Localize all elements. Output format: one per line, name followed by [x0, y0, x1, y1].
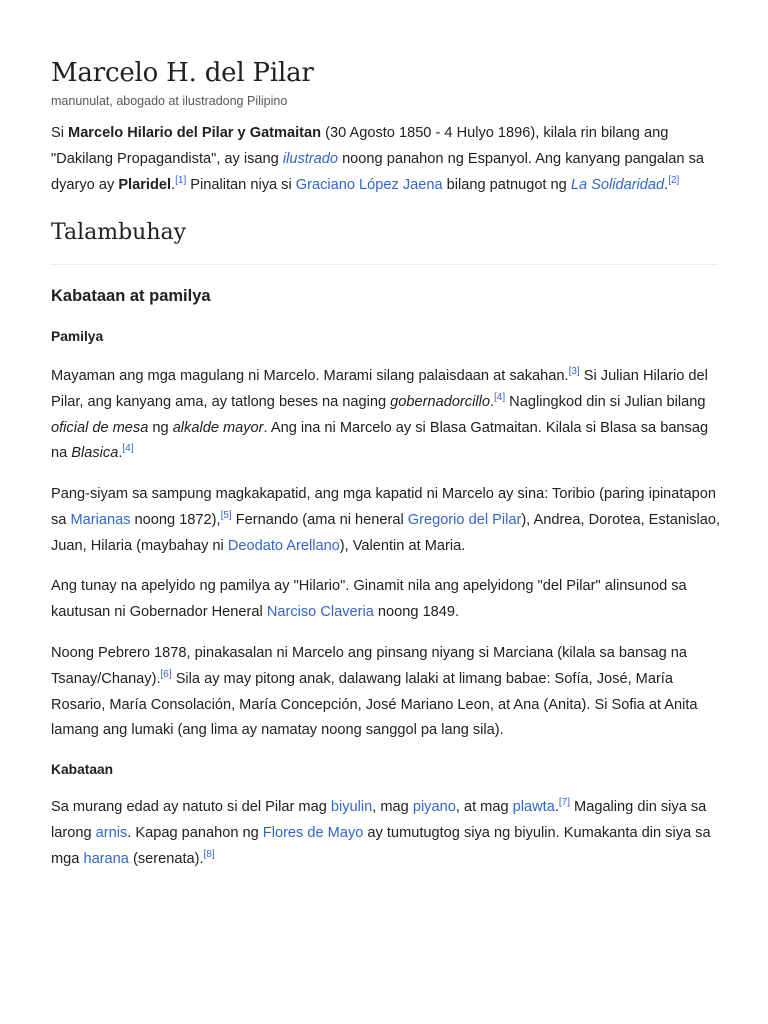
text: , at mag — [455, 799, 513, 815]
text: Fernando (ama ni heneral — [231, 511, 408, 528]
text: . — [489, 393, 494, 410]
text: ), Valentin at Maria. — [339, 537, 466, 554]
paragraph-pamilya-1 — [51, 364, 721, 467]
section-divider — [51, 264, 717, 265]
link-graciano-lopez-jaena[interactable]: Graciano López Jaena — [295, 176, 443, 193]
link-harana[interactable]: harana — [83, 850, 129, 867]
ref-2[interactable]: [2] — [668, 174, 680, 186]
text: Si Julian Hilario del Pilar, ang kanyang ama, ay tatlong beses na naging — [51, 368, 708, 410]
page-title: Marcelo H. del Pilar — [51, 58, 314, 88]
text: . — [118, 445, 123, 462]
text: . — [554, 799, 559, 815]
ref-7[interactable]: [7] — [558, 797, 570, 809]
text: , mag — [372, 799, 413, 815]
ref-8[interactable]: [8] — [203, 848, 215, 860]
paragraph-pamilya-4 — [51, 641, 721, 744]
text: Mayaman ang mga magulang ni Marcelo. Marami silang palaisdaan at sakahan. — [51, 368, 569, 384]
text: ay tumutugtog siya ng biyulin. Kumakanta din siya sa mga — [51, 824, 711, 867]
text: noong 1872), — [130, 511, 221, 528]
page-subtitle: manunulat, abogado at ilustradong Pilipino — [51, 94, 288, 108]
link-ilustrado[interactable]: ilustrado — [282, 150, 339, 167]
italic-term: oficial de mesa — [51, 419, 149, 436]
ref-6[interactable]: [6] — [160, 668, 172, 680]
text: (serenata). — [128, 850, 204, 867]
text: Sa murang edad ay natuto si del Pilar mag — [51, 799, 331, 815]
text: . Kapag panahon ng — [127, 824, 263, 841]
subject-name: Marcelo Hilario del Pilar y Gatmaitan — [68, 125, 322, 141]
text: . Ang ina ni Marcelo ay si Blasa Gatmaitan. Kilala si Blasa sa bansag na — [51, 419, 709, 462]
italic-term: gobernadorcillo — [390, 393, 490, 410]
text: ng — [148, 419, 173, 436]
ref-4[interactable]: [4] — [494, 391, 506, 403]
text: Pang-siyam sa sampung magkakapatid, ang mga kapatid ni Marcelo ay sina: Toribio (paring ipinatapon sa — [51, 486, 716, 528]
link-deodato-arellano[interactable]: Deodato Arellano — [227, 537, 340, 554]
subsection-heading: Kabataan at pamilya — [51, 287, 211, 305]
link-la-solidaridad[interactable]: La Solidaridad — [570, 176, 665, 193]
text: Noong Pebrero 1878, pinakasalan ni Marcelo ang pinsang niyang si Marciana (kilala sa bansag na Tsanay/Chanay). — [51, 645, 688, 687]
italic-term: alkalde mayor — [172, 419, 264, 436]
link-arnis[interactable]: arnis — [95, 824, 128, 841]
text: Naglingkod din si Julian bilang — [505, 393, 706, 410]
text: noong 1849. — [373, 603, 460, 620]
paragraph-pamilya-2 — [51, 482, 721, 559]
pseudonym: Plaridel — [118, 176, 172, 193]
text: Sila ay may pitong anak, dalawang lalaki at limang babae: Sofía, José, María Rosario, María Consolación, María Concepción, José Mariano Leon, at Ana (Anita). Si Sofia at Anita lamang ang lumaki (ang lima ay namatay noong sanggol pa lang sila). — [51, 670, 698, 739]
text: Magaling din siya sa larong — [51, 799, 707, 841]
link-piyano[interactable]: piyano — [412, 799, 456, 815]
link-narciso-claveria[interactable]: Narciso Claveria — [266, 603, 374, 620]
text: Si — [51, 125, 69, 141]
link-biyulin[interactable]: biyulin — [330, 799, 373, 815]
ref-5[interactable]: [5] — [220, 509, 232, 521]
paragraph-kabataan-1 — [51, 795, 721, 872]
text: ), Andrea, Dorotea, Estanislao, Juan, Hilaria (maybahay ni — [51, 511, 721, 554]
link-flores-de-mayo[interactable]: Flores de Mayo — [262, 824, 364, 841]
text: (30 Agosto 1850 - 4 Hulyo 1896), kilala rin bilang ang "Dakilang Propagandista", ay isang — [51, 125, 669, 167]
text: bilang patnugot ng — [442, 176, 571, 193]
ref-1[interactable]: [1] — [175, 174, 187, 186]
text: . — [171, 176, 176, 193]
heading-kabataan: Kabataan — [51, 762, 114, 777]
paragraph-pamilya-3 — [51, 574, 721, 626]
link-plawta[interactable]: plawta — [512, 799, 555, 815]
link-marianas[interactable]: Marianas — [70, 511, 131, 528]
text: . — [664, 176, 669, 193]
italic-term: Blasica — [71, 445, 119, 462]
text: noong panahon ng Espanyol. Ang kanyang pangalan sa dyaryo ay — [51, 150, 704, 193]
section-heading-talambuhay: Talambuhay — [51, 220, 187, 245]
ref-3[interactable]: [3] — [568, 366, 580, 378]
intro-paragraph — [51, 121, 721, 198]
heading-pamilya: Pamilya — [51, 329, 104, 344]
text: Pinalitan niya si — [186, 176, 296, 193]
text: Ang tunay na apelyido ng pamilya ay "Hilario". Ginamit nila ang apelyidong "del Pilar" alinsunod sa kautusan ni Gobernador Heneral — [51, 578, 687, 620]
ref-4b[interactable]: [4] — [122, 443, 134, 455]
link-gregorio-del-pilar[interactable]: Gregorio del Pilar — [407, 511, 522, 528]
